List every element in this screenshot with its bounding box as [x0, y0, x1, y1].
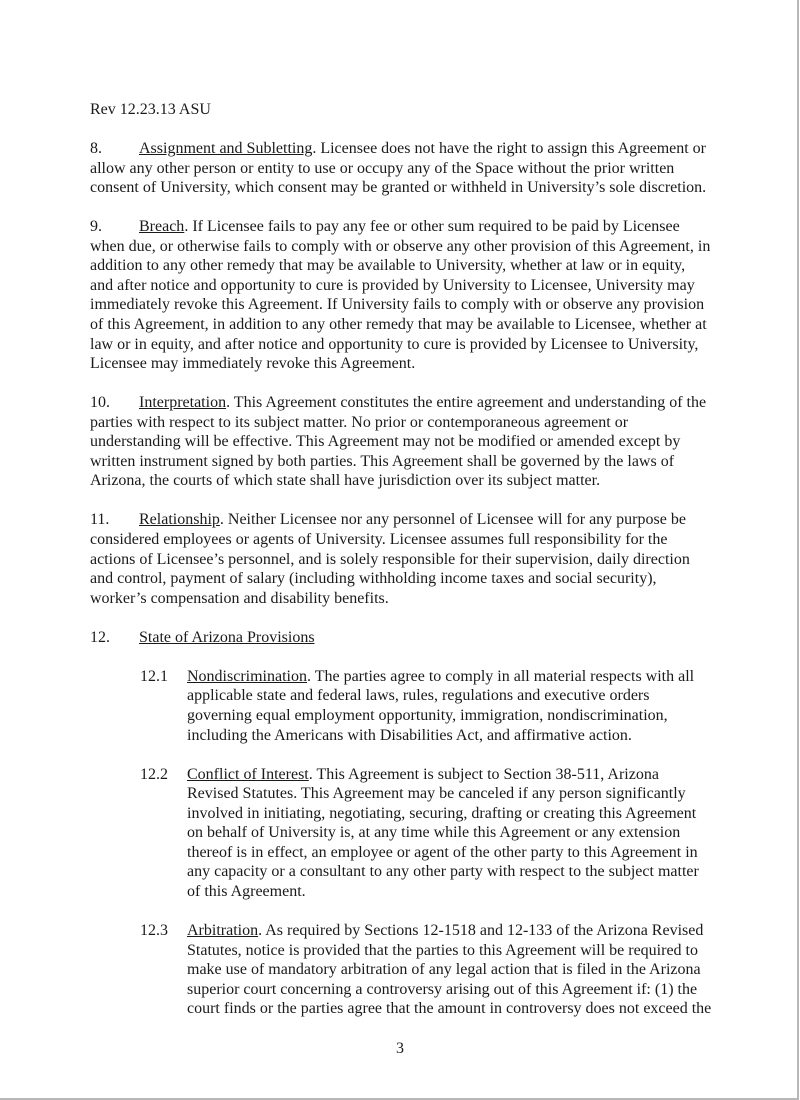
text-line — [90, 862, 730, 882]
line-text: considered employees or agents of University. Licensee assumes full responsibility for the — [90, 531, 668, 549]
line-text: involved in initiating, negotiating, securing, drafting or creating this Agreement — [187, 804, 697, 822]
blank-line — [90, 647, 730, 667]
text-line — [90, 960, 730, 980]
text-line — [90, 706, 730, 726]
section-number: 12.2 — [140, 765, 168, 783]
text-line — [90, 569, 730, 589]
text-line — [90, 178, 730, 198]
line-text: addition to any other remedy that may be available to University, whether at law or in equity, — [90, 257, 686, 275]
line-text: superior court concerning a controversy arising out of this Agreement if: (1) the — [187, 980, 698, 998]
section — [90, 510, 730, 608]
line-text: Licensee may immediately revoke this Agreement. — [90, 355, 416, 373]
line-text: . This Agreement is subject to Section 38-511, Arizona — [308, 765, 659, 783]
line-text: . Neither Licensee nor any personnel of Licensee will for any purpose be — [219, 511, 686, 529]
text-line — [90, 686, 730, 706]
text-line — [90, 510, 730, 530]
text-line — [90, 628, 730, 648]
section-number: 12. — [90, 628, 110, 646]
line-text: Statutes, notice is provided that the parties to this Agreement will be required to — [187, 941, 698, 959]
text-line — [90, 159, 730, 179]
blank-line — [90, 901, 730, 921]
text-line — [90, 276, 730, 296]
section-heading: Relationship — [139, 511, 220, 529]
section-heading: Assignment and Subletting — [139, 140, 313, 158]
section-heading: Nondiscrimination — [187, 667, 307, 685]
document-body — [90, 100, 730, 1019]
blank-line — [90, 608, 730, 628]
text-line — [90, 432, 730, 452]
section-number: 9. — [90, 218, 102, 236]
line-text: immediately revoke this Agreement. If University fails to comply with or observe any provision — [90, 296, 705, 314]
line-text: applicable state and federal laws, rules, regulations and executive orders — [187, 687, 650, 705]
line-text: governing equal employment opportunity, immigration, nondiscrimination, — [187, 706, 668, 724]
text-line — [90, 295, 730, 315]
text-line — [90, 843, 730, 863]
line-text: . Licensee does not have the right to assign this Agreement or — [312, 140, 707, 158]
section-heading: Interpretation — [139, 394, 227, 412]
line-text: consent of University, which consent may be granted or withheld in University’s sole discretion. — [90, 179, 707, 197]
text-line — [90, 256, 730, 276]
line-text: understanding will be effective. This Agreement may not be modified or amended except by — [90, 433, 681, 451]
line-text: and control, payment of salary (including withholding income taxes and social security), — [90, 570, 657, 588]
text-line — [90, 217, 730, 237]
line-text: parties with respect to its subject matter. No prior or contemporaneous agreement or — [90, 413, 629, 431]
section-heading: Conflict of Interest — [187, 765, 309, 783]
text-line — [90, 589, 730, 609]
text-line — [90, 941, 730, 961]
text-line — [90, 765, 730, 785]
text-line — [90, 237, 730, 257]
line-text: of this Agreement. — [187, 882, 306, 900]
text-line — [90, 823, 730, 843]
section-number: 12.3 — [140, 921, 168, 939]
text-line — [90, 393, 730, 413]
line-text: including the Americans with Disabilities Act, and affirmative action. — [187, 726, 632, 744]
blank-line — [90, 745, 730, 765]
line-text: . This Agreement constitutes the entire agreement and understanding of the — [226, 394, 707, 412]
text-line — [90, 784, 730, 804]
section-heading: Arbitration — [187, 921, 259, 939]
line-text: and after notice and opportunity to cure is provided by University to Licensee, University may — [90, 276, 695, 294]
line-text: thereof is in effect, an employee or agent of the other party to this Agreement in — [187, 843, 698, 861]
text-line — [90, 667, 730, 687]
section-number: 11. — [90, 511, 110, 529]
text-line — [90, 882, 730, 902]
page-number: 3 — [396, 1040, 404, 1057]
text-line — [90, 804, 730, 824]
section-number: 8. — [90, 140, 102, 158]
line-text: when due, or otherwise fails to comply with or observe any other provision of this Agreement, in — [90, 237, 711, 255]
text-line — [90, 315, 730, 335]
text-line — [90, 921, 730, 941]
line-text: make use of mandatory arbitration of any legal action that is filed in the Arizona — [187, 961, 701, 979]
section — [90, 393, 730, 491]
section-heading: State of Arizona Provisions — [139, 628, 315, 646]
subsection — [90, 921, 730, 1019]
section-heading: Breach — [139, 218, 185, 236]
line-text: Revised Statutes. This Agreement may be canceled if any person significantly — [187, 785, 686, 803]
text-line — [90, 452, 730, 472]
line-text: worker’s compensation and disability benefits. — [90, 589, 389, 607]
section-number: 10. — [90, 394, 110, 412]
text-line — [90, 413, 730, 433]
line-text: written instrument signed by both parties. This Agreement shall be governed by the laws of — [90, 452, 675, 470]
text-line — [90, 139, 730, 159]
line-text: allow any other person or entity to use or occupy any of the Space without the prior written — [90, 159, 675, 177]
line-text: . The parties agree to comply in all material respects with all — [306, 667, 695, 685]
line-text: court finds or the parties agree that the amount in controversy does not exceed the — [187, 1000, 712, 1018]
blank-line — [90, 198, 730, 218]
blank-line — [90, 491, 730, 511]
section — [90, 628, 730, 648]
blank-line — [90, 374, 730, 394]
line-text: . As required by Sections 12-1518 and 12-133 of the Arizona Revised — [258, 921, 704, 939]
line-text: Arizona, the courts of which state shall have jurisdiction over its subject matter. — [90, 472, 601, 490]
section-number: 12.1 — [140, 667, 168, 685]
section — [90, 139, 730, 198]
line-text: . If Licensee fails to pay any fee or other sum required to be paid by Licensee — [184, 218, 680, 236]
line-text: law or in equity, and after notice and opportunity to cure is provided by Licensee to University, — [90, 335, 699, 353]
line-text: on behalf of University is, at any time while this Agreement or any extension — [187, 824, 681, 842]
blank-line — [90, 120, 730, 140]
subsection — [90, 667, 730, 745]
text-line — [90, 530, 730, 550]
line-text: of this Agreement, in addition to any other remedy that may be available to Licensee, whether at — [90, 316, 707, 334]
line-text: any capacity or a consultant to any other party with respect to the subject matter — [187, 863, 699, 881]
revision-header: Rev 12.23.13 ASU — [90, 101, 211, 118]
line-text: actions of Licensee’s personnel, and is solely responsible for their supervision, daily direction — [90, 550, 690, 568]
section — [90, 217, 730, 373]
text-line — [90, 980, 730, 1000]
text-line — [90, 471, 730, 491]
text-line — [90, 726, 730, 746]
subsection — [90, 765, 730, 902]
text-line — [90, 999, 730, 1019]
text-line — [90, 550, 730, 570]
text-line — [90, 335, 730, 355]
text-line — [90, 354, 730, 374]
